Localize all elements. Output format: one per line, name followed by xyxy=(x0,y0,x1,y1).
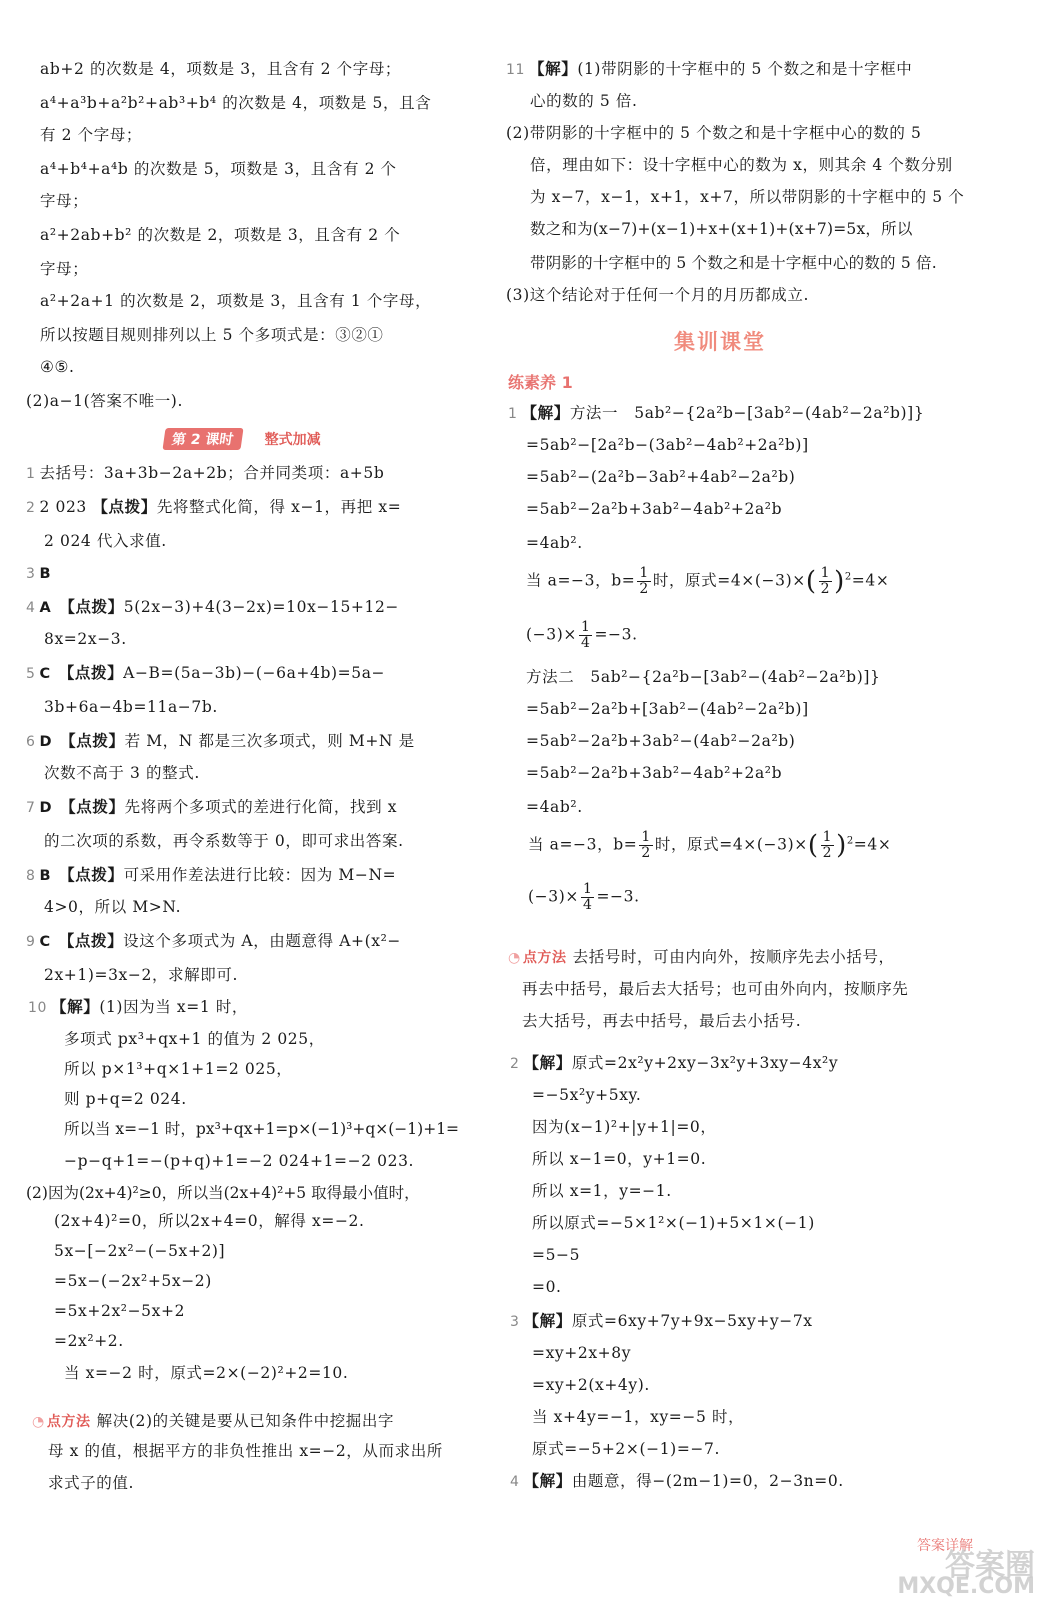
text-line: (3)这个结论对于任何一个月的月历都成立. xyxy=(506,286,809,304)
text-line: =4ab². xyxy=(526,534,583,552)
text-line: 当 x+4y=−1，xy=−5 时， xyxy=(532,1408,745,1426)
subsection-title: 练素养 1 xyxy=(508,373,573,392)
text-line: =5−5 xyxy=(532,1246,581,1264)
text-line: =5ab²−2a²b+3ab²−4ab²+2a²b xyxy=(526,764,783,782)
text-line: (−3)× $\frac{1}{4}$ =−3. xyxy=(526,619,638,651)
fraction: $\frac{1}{4}$ xyxy=(580,619,591,651)
practice-3: 3 【解】原式=6xy+7y+9x−5xy+y−7x xyxy=(510,1312,813,1330)
lesson-title: 整式加减 xyxy=(264,432,321,448)
text-line: −p−q+1=−(p+q)+1=−2 024+1=−2 023. xyxy=(64,1152,415,1170)
watermark-url: MXQE.COM xyxy=(897,1574,1035,1599)
text-line: 数之和为(x−7)+(x−1)+x+(x+1)+(x+7)=5x，所以 xyxy=(530,220,913,238)
text-line: =xy+2x+8y xyxy=(532,1344,632,1362)
text-line: 因为(x−1)²+|y+1|=0， xyxy=(532,1118,717,1136)
method-note: ◔ 点方法 去括号时，可由内向外，按顺序先去小括号， xyxy=(508,946,895,969)
text-line: 5x−[−2x²−(−5x+2)] xyxy=(54,1242,226,1260)
text-line: a²+2a+1 的次数是 2，项数是 3，且含有 1 个字母， xyxy=(40,292,432,310)
text-line: ab+2 的次数是 4，项数是 3，且含有 2 个字母； xyxy=(40,60,402,78)
lesson-badge: 第 2 课时 xyxy=(162,428,243,450)
text-line: (−3)× $\frac{1}{4}$ =−3. xyxy=(528,881,640,913)
text-line: 所以按题目规则排列以上 5 个多项式是：③②① xyxy=(40,326,384,344)
question-3: 3 B xyxy=(26,566,52,582)
text-line: =2x²+2. xyxy=(54,1332,124,1350)
text-line: =5ab²−[2a²b−(3ab²−4ab²+2a²b)] xyxy=(526,436,809,454)
question-6: 6 D 【点拨】若 M，N 都是三次多项式，则 M+N 是 xyxy=(26,732,415,750)
practice-2: 2 【解】原式=2x²y+2xy−3x²y+3xy−4x²y xyxy=(510,1054,839,1072)
text-line: =−5x²y+5xy. xyxy=(532,1086,642,1104)
text-line: =5x−(−2x²+5x−2) xyxy=(54,1272,212,1290)
practice-4: 4 【解】由题意，得−(2m−1)=0，2−3n=0. xyxy=(510,1472,844,1490)
text-line: =5ab²−2a²b+[3ab²−(4ab²−2a²b)] xyxy=(526,700,809,718)
text-line: 去大括号，再去中括号，最后去小括号. xyxy=(522,1012,802,1030)
bulb-icon: ◔ xyxy=(508,950,521,966)
question-2: 2 2 023 【点拨】先将整式化简，得 x−1，再把 x= xyxy=(26,498,402,516)
text-line: 倍，理由如下：设十字框中心的数为 x，则其余 4 个数分别 xyxy=(530,156,953,174)
text-line: (2)a−1(答案不唯一). xyxy=(26,392,183,410)
question-9: 9 C 【点拨】设这个多项式为 A，由题意得 A+(x²− xyxy=(26,932,401,950)
text-line: 4>0，所以 M>N. xyxy=(44,898,182,916)
text-line: 字母； xyxy=(40,260,89,278)
question-1: 1 去括号：3a+3b−2a+2b；合并同类项：a+5b xyxy=(26,464,385,482)
text-line: (2x+4)²=0，所以2x+4=0，解得 x=−2. xyxy=(54,1212,365,1230)
text-line: =4ab². xyxy=(526,798,583,816)
text-line: 8x=2x−3. xyxy=(44,630,127,648)
section-title: 集训课堂 xyxy=(674,330,766,354)
text-line: 所以 p×1³+q×1+1=2 025， xyxy=(64,1060,293,1078)
text-line: ④⑤. xyxy=(40,358,75,376)
text-line: 当 x=−2 时，原式=2×(−2)²+2=10. xyxy=(64,1364,349,1382)
text-line: 带阴影的十字框中的 5 个数之和是十字框中心的数的 5 倍. xyxy=(530,254,937,272)
text-line: 为 x−7，x−1，x+1，x+7，所以带阴影的十字框中的 5 个 xyxy=(530,188,965,206)
text-line: 求式子的值. xyxy=(48,1474,135,1492)
text-line: (2)带阴影的十字框中的 5 个数之和是十字框中心的数的 5 xyxy=(506,124,922,142)
fraction: $\frac{1}{2}$ xyxy=(641,829,651,861)
fraction: $\frac{1}{2}$ xyxy=(639,565,649,597)
text-line: =xy+2(x+4y). xyxy=(532,1376,650,1394)
text-line: 母 x 的值，根据平方的非负性推出 x=−2，从而求出所 xyxy=(48,1442,443,1460)
question-5: 5 C 【点拨】A−B=(5a−3b)−(−6a+4b)=5a− xyxy=(26,664,386,682)
question-8: 8 B 【点拨】可采用作差法进行比较：因为 M−N= xyxy=(26,866,397,884)
text-line: 所以当 x=−1 时，px³+qx+1=p×(−1)³+q×(−1)+1= xyxy=(64,1120,460,1138)
text-line: 所以原式=−5×1²×(−1)+5×1×(−1) xyxy=(532,1214,815,1232)
method-tag: ◔ 点方法 xyxy=(32,1414,91,1430)
text-line: 多项式 px³+qx+1 的值为 2 025， xyxy=(64,1030,325,1048)
text-line: 原式=−5+2×(−1)=−7. xyxy=(532,1440,720,1458)
text-line: 2 024 代入求值. xyxy=(44,532,167,550)
text-line: =5ab²−2a²b+3ab²−4ab²+2a²b xyxy=(526,500,783,518)
method-note: ◔ 点方法 解决(2)的关键是要从已知条件中挖掘出字 xyxy=(32,1410,394,1433)
text-line: 次数不高于 3 的整式. xyxy=(44,764,200,782)
text-line: 所以 x−1=0，y+1=0. xyxy=(532,1150,707,1168)
text-line: a⁴+a³b+a²b²+ab³+b⁴ 的次数是 4，项数是 5，且含 xyxy=(40,94,432,112)
fraction: $\frac{1}{4}$ xyxy=(582,881,593,913)
method-tag: ◔ 点方法 xyxy=(508,950,567,966)
text-line: 字母； xyxy=(40,192,89,210)
text-line: 当 a=−3，b= $\frac{1}{2}$ 时，原式=4×(−3)×( $\frac{1}{2}$ )$^2$=4× xyxy=(528,829,892,861)
text-line: 再去中括号，最后去大括号；也可由外向内，按顺序先 xyxy=(522,980,909,998)
text-line: =0. xyxy=(532,1278,562,1296)
bulb-icon: ◔ xyxy=(32,1414,45,1430)
question-4: 4 A 【点拨】5(2x−3)+4(3−2x)=10x−15+12− xyxy=(26,598,400,616)
text-line: 3b+6a−4b=11a−7b. xyxy=(44,698,218,716)
fraction: $\frac{1}{2}$ xyxy=(820,565,831,597)
fraction: $\frac{1}{2}$ xyxy=(822,829,833,861)
text-line: a²+2ab+b² 的次数是 2，项数是 3，且含有 2 个 xyxy=(40,226,401,244)
lesson-header xyxy=(164,428,321,450)
question-7: 7 D 【点拨】先将两个多项式的差进行化简，找到 x xyxy=(26,798,398,816)
text-line: =5x+2x²−5x+2 xyxy=(54,1302,186,1320)
text-line: 方法二 5ab²−{2a²b−[3ab²−(4ab²−2a²b)]} xyxy=(526,668,881,686)
watermark-logo: 答案圈 xyxy=(945,1548,1035,1583)
question-11: 11 【解】(1)带阴影的十字框中的 5 个数之和是十字框中 xyxy=(506,60,913,78)
page-footer: 答案详解 xyxy=(917,1538,973,1554)
text-line: 心的数的 5 倍. xyxy=(530,92,638,110)
text-line: 所以 x=1，y=−1. xyxy=(532,1182,672,1200)
question-10: 10 【解】(1)因为当 x=1 时， xyxy=(28,998,249,1016)
text-line: a⁴+b⁴+a⁴b 的次数是 5，项数是 3，且含有 2 个 xyxy=(40,160,397,178)
text-line: 有 2 个字母； xyxy=(40,126,143,144)
text-line: 的二次项的系数，再令系数等于 0，即可求出答案. xyxy=(44,832,404,850)
practice-1: 1 【解】方法一 5ab²−{2a²b−[3ab²−(4ab²−2a²b)]} xyxy=(508,404,925,422)
text-line: =5ab²−2a²b+3ab²−(4ab²−2a²b) xyxy=(526,732,796,750)
text-line: 2x+1)=3x−2，求解即可. xyxy=(44,966,238,984)
text-line: =5ab²−(2a²b−3ab²+4ab²−2a²b) xyxy=(526,468,796,486)
text-line: 则 p+q=2 024. xyxy=(64,1090,187,1108)
text-line: (2)因为(2x+4)²≥0，所以当(2x+4)²+5 取得最小值时， xyxy=(26,1184,420,1202)
text-line: 当 a=−3，b= $\frac{1}{2}$ 时，原式=4×(−3)×( $\frac{1}{2}$ )$^2$=4× xyxy=(526,565,890,597)
